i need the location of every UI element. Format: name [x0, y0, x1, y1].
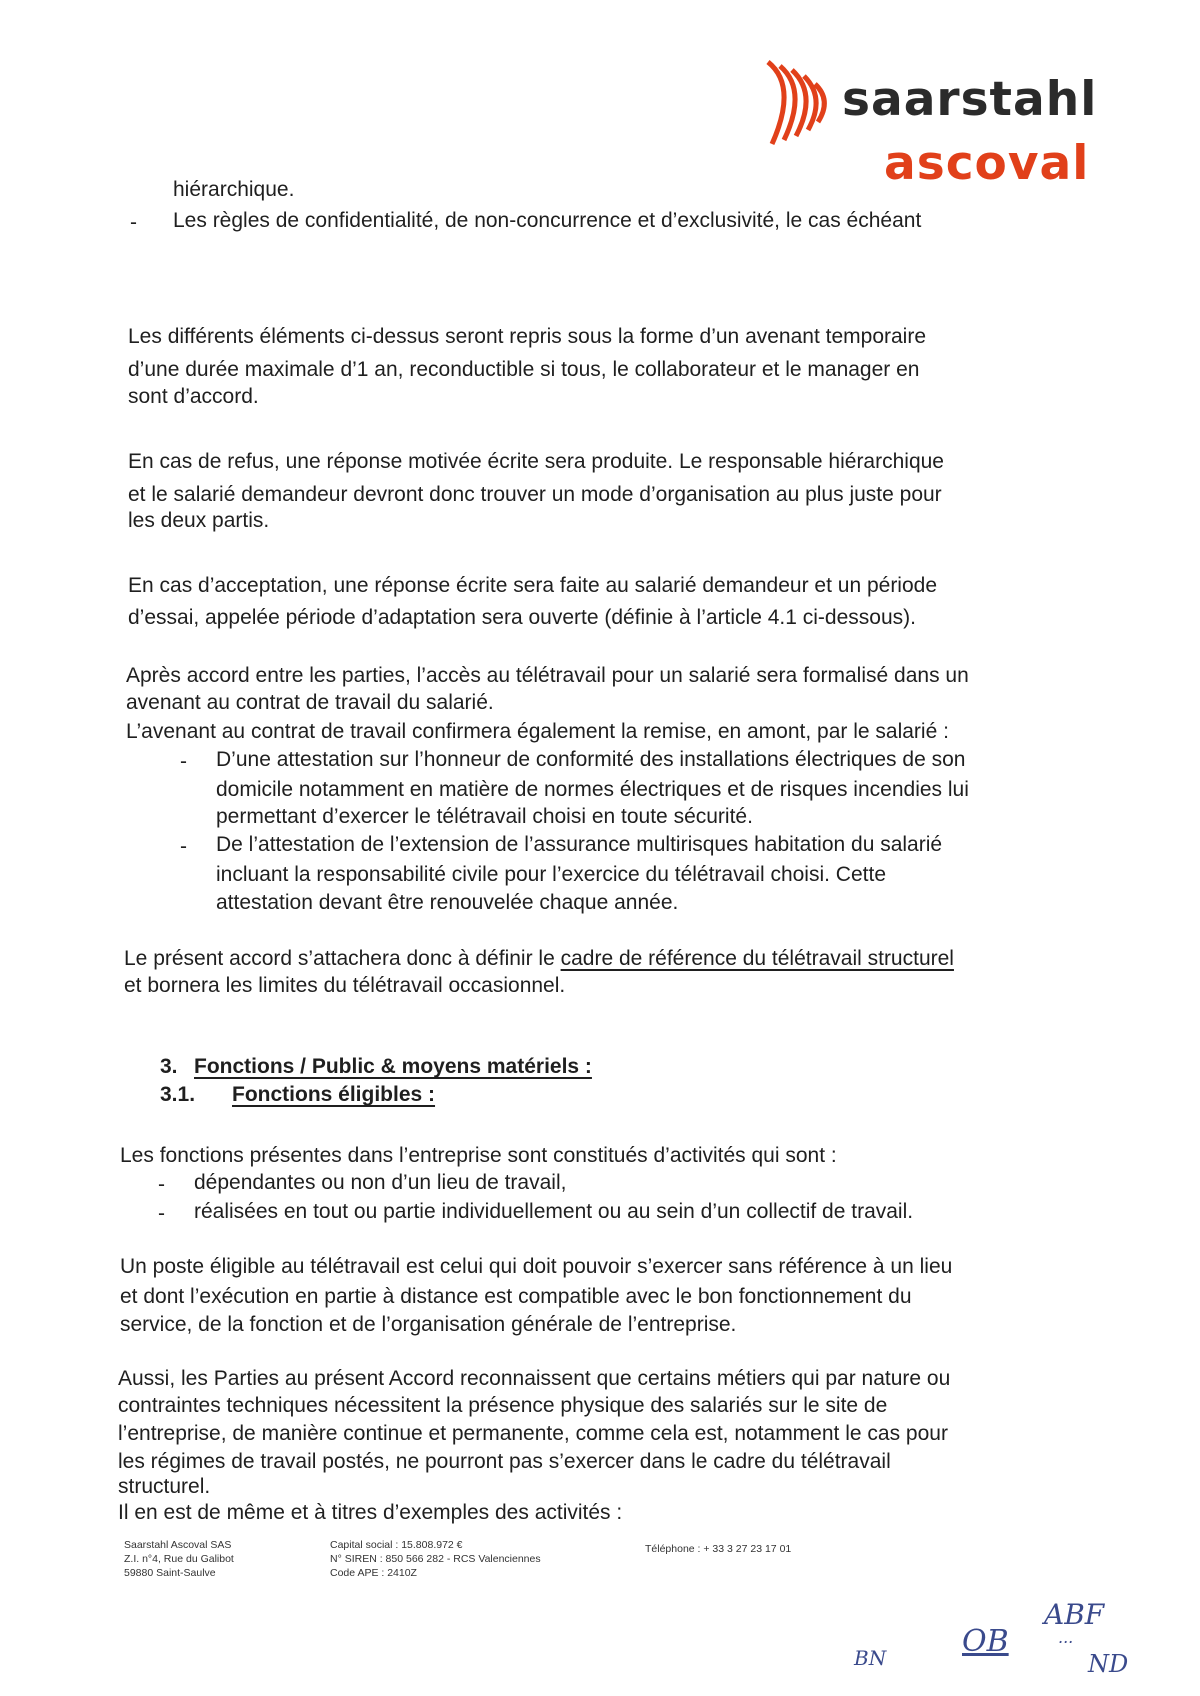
- cadre-reference-underlined: cadre de référence du télétravail structurel: [560, 947, 954, 970]
- paragraph-avenant-line: sont d’accord.: [128, 385, 259, 408]
- bullet-attestation-assurance: attestation devant être renouvelée chaque année.: [216, 891, 679, 914]
- paragraph-parties-line: Aussi, les Parties au présent Accord reconnaissent que certains métiers qui par nature ou: [118, 1367, 951, 1390]
- footer-legal-line: Code APE : 2410Z: [330, 1567, 417, 1579]
- logo-text-ascoval: ascoval: [884, 136, 1090, 191]
- section-3-1-title: Fonctions éligibles :: [232, 1083, 436, 1106]
- paragraph-parties-line: contraintes techniques nécessitent la présence physique des salariés sur le site de: [118, 1394, 888, 1417]
- section-3-1-number: 3.1.: [160, 1083, 196, 1106]
- bullet-attestation-electrique: permettant d’exercer le télétravail choisi en toute sécurité.: [216, 805, 753, 828]
- footer-company-line: Saarstahl Ascoval SAS: [124, 1539, 232, 1551]
- paragraph-accord-line: avenant au contrat de travail du salarié.: [126, 691, 494, 714]
- company-logo: [758, 58, 1098, 198]
- intro-continuation: hiérarchique.: [173, 178, 295, 201]
- paragraph-parties-line: structurel.: [118, 1475, 211, 1498]
- bullet-dash: -: [158, 1173, 165, 1196]
- paragraph-accord-line: L’avenant au contrat de travail confirmera également la remise, en amont, par le salarié :: [126, 720, 949, 743]
- bullet-attestation-electrique: D’une attestation sur l’honneur de conformité des installations électriques de son: [216, 748, 966, 771]
- paragraph-accord-line: Après accord entre les parties, l’accès au télétravail pour un salarié sera formalisé dans un: [126, 664, 969, 687]
- bullet-dash: -: [158, 1202, 165, 1225]
- paragraph-poste-eligible-line: et dont l’exécution en partie à distance est compatible avec le bon fonctionnement du: [120, 1285, 912, 1308]
- bullet-dash: -: [180, 835, 187, 858]
- footer-legal-line: Capital social : 15.808.972 €: [330, 1539, 463, 1551]
- paragraph-parties-line: les régimes de travail postés, ne pourront pas s’exercer dans le cadre du télétravail: [118, 1450, 891, 1473]
- paragraph-cadre-start: Le présent accord s’attachera donc à définir le: [124, 947, 561, 970]
- paragraph-refus-line: les deux partis.: [128, 509, 270, 532]
- paragraph-avenant-line: Les différents éléments ci-dessus seront repris sous la forme d’un avenant temporaire: [128, 325, 927, 348]
- bullet-attestation-assurance: incluant la responsabilité civile pour l’exercice du télétravail choisi. Cette: [216, 863, 887, 886]
- bullet-attestation-electrique: domicile notamment en matière de normes électriques et de risques incendies lui: [216, 778, 969, 801]
- logo-text-saarstahl: saarstahl: [842, 72, 1098, 127]
- paragraph-poste-eligible-line: Un poste éligible au télétravail est celui qui doit pouvoir s’exercer sans référence à un lieu: [120, 1255, 953, 1278]
- footer-legal-line: N° SIREN : 850 566 282 - RCS Valenciennes: [330, 1553, 541, 1565]
- paragraph-parties-line: l’entreprise, de manière continue et permanente, comme cela est, notamment le cas pour: [118, 1422, 948, 1445]
- bullet-dash: -: [180, 750, 187, 773]
- initials-dots: ...: [1058, 1628, 1074, 1647]
- paragraph-avenant-line: d’une durée maximale d’1 an, reconductible si tous, le collaborateur et le manager en: [128, 358, 920, 381]
- bullet-dash: -: [130, 211, 137, 234]
- paragraph-poste-eligible-line: service, de la fonction et de l’organisation générale de l’entreprise.: [120, 1313, 737, 1336]
- bullet-confidentiality: Les règles de confidentialité, de non-concurrence et d’exclusivité, le cas échéant: [173, 209, 922, 232]
- initials-ob: OB: [962, 1624, 1009, 1659]
- footer-phone: Téléphone : + 33 3 27 23 17 01: [645, 1543, 792, 1555]
- logo-mark-icon: [758, 58, 838, 148]
- paragraph-parties-line: Il en est de même et à titres d’exemples des activités :: [118, 1501, 623, 1524]
- paragraph-cadre-line2: et bornera les limites du télétravail occasionnel.: [124, 974, 566, 997]
- section-3-title: Fonctions / Public & moyens matériels :: [194, 1055, 592, 1078]
- paragraph-fonctions: Les fonctions présentes dans l’entreprise sont constitués d’activités qui sont :: [120, 1144, 837, 1167]
- initials-bn: BN: [854, 1646, 887, 1670]
- bullet-realisees: réalisées en tout ou partie individuellement ou au sein d’un collectif de travail.: [194, 1200, 914, 1223]
- bullet-dependantes: dépendantes ou non d’un lieu de travail,: [194, 1171, 567, 1194]
- footer-company-line: 59880 Saint-Saulve: [124, 1567, 216, 1579]
- paragraph-acceptation-line: d’essai, appelée période d’adaptation sera ouverte (définie à l’article 4.1 ci-dessous).: [128, 606, 916, 629]
- bullet-attestation-assurance: De l’attestation de l’extension de l’assurance multirisques habitation du salarié: [216, 833, 943, 856]
- initials-abf: ABF: [1044, 1598, 1105, 1631]
- paragraph-acceptation-line: En cas d’acceptation, une réponse écrite sera faite au salarié demandeur et un période: [128, 574, 938, 597]
- paragraph-refus-line: et le salarié demandeur devront donc trouver un mode d’organisation au plus juste pour: [128, 483, 942, 506]
- section-3-number: 3.: [160, 1055, 178, 1078]
- paragraph-refus-line: En cas de refus, une réponse motivée écrite sera produite. Le responsable hiérarchique: [128, 450, 944, 473]
- initials-nd: ND: [1088, 1650, 1129, 1678]
- footer-company-line: Z.I. n°4, Rue du Galibot: [124, 1553, 234, 1565]
- paragraph-cadre: [124, 946, 954, 972]
